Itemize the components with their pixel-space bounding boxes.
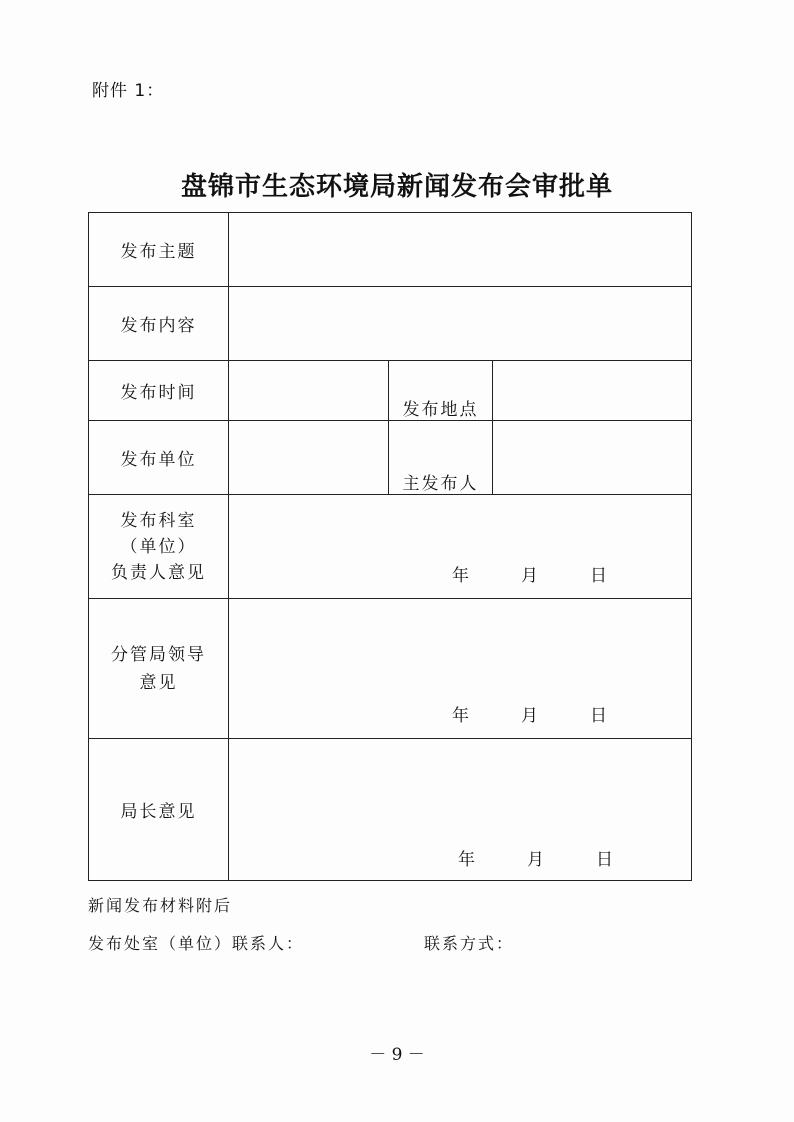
date-month: 月 (521, 566, 541, 586)
date-day: 日 (590, 566, 610, 586)
date-year: 年 (452, 566, 472, 586)
time-label: 发布时间 (89, 361, 229, 421)
date-day: 日 (596, 850, 616, 870)
date-year: 年 (458, 850, 478, 870)
leader-opinion-label-line1: 分管局领导 (111, 644, 206, 665)
unit-label: 发布单位 (89, 421, 229, 495)
approval-form-table (88, 212, 692, 881)
attachment-label: 附件 1： (92, 81, 165, 101)
materials-note: 新闻发布材料附后 (88, 896, 233, 915)
date-month: 月 (521, 706, 541, 726)
topic-label: 发布主题 (89, 213, 229, 287)
date-year: 年 (452, 706, 472, 726)
director-opinion-label: 局长意见 (89, 739, 229, 881)
page-title: 盘锦市生态环境局新闻发布会审批单 (180, 172, 613, 202)
contact-method-label: 联系方式： (424, 934, 515, 953)
contact-person-label: 发布处室（单位）联系人： (88, 934, 305, 953)
dept-opinion-label-line3: 负责人意见 (111, 562, 206, 583)
topic-field[interactable] (229, 213, 692, 287)
date-month: 月 (527, 850, 547, 870)
dept-opinion-field[interactable] (229, 495, 692, 599)
director-opinion-field[interactable] (229, 739, 692, 881)
leader-opinion-label (89, 599, 229, 739)
leader-opinion-date (452, 701, 609, 726)
dept-opinion-date (452, 561, 609, 586)
director-opinion-date (458, 845, 615, 870)
content-label: 发布内容 (89, 287, 229, 361)
content-field[interactable] (229, 287, 692, 361)
page-number: － 9 － (369, 1045, 425, 1065)
time-field[interactable] (229, 361, 389, 421)
date-day: 日 (590, 706, 610, 726)
dept-opinion-label-line1: 发布科室 (120, 510, 197, 531)
presenter-label: 主发布人 (389, 421, 493, 495)
leader-opinion-label-line2: 意见 (139, 672, 178, 693)
leader-opinion-field[interactable] (229, 599, 692, 739)
unit-field[interactable] (229, 421, 389, 495)
place-label: 发布地点 (389, 361, 493, 421)
place-field[interactable] (493, 361, 692, 421)
dept-opinion-label-line2: （单位） (120, 536, 197, 557)
dept-opinion-label (89, 495, 229, 599)
presenter-field[interactable] (493, 421, 692, 495)
